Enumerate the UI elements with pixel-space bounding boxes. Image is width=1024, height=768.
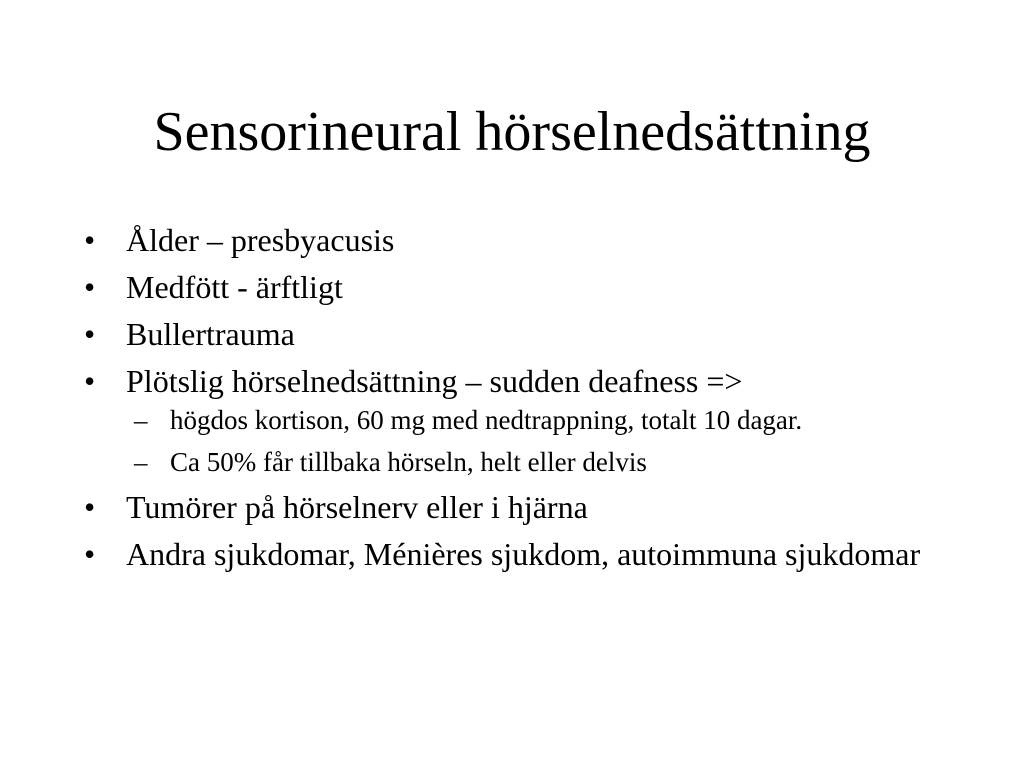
bullet-marker: • xyxy=(84,363,96,399)
list-item xyxy=(82,363,962,477)
list-item-text: Andra sjukdomar, Ménières sjukdom, autoimmuna sjukdomar xyxy=(126,536,921,572)
bullet-marker: • xyxy=(84,536,96,572)
sub-list-item-text: Ca 50% får tillbaka hörseln, helt eller delvis xyxy=(170,447,647,477)
list-item xyxy=(82,269,962,305)
list-item xyxy=(82,536,962,572)
bullet-marker: • xyxy=(84,316,96,352)
sub-list-item-text: högdos kortison, 60 mg med nedtrappning, totalt 10 dagar. xyxy=(170,405,803,435)
bullet-marker: • xyxy=(84,489,96,525)
list-item xyxy=(82,489,962,525)
dash-marker: – xyxy=(134,447,148,477)
list-item-text: Tumörer på hörselnerv eller i hjärna xyxy=(126,489,588,525)
list-item xyxy=(82,222,962,258)
bullet-marker: • xyxy=(84,222,96,258)
list-item-text: Medfött - ärftligt xyxy=(126,269,343,305)
dash-marker: – xyxy=(134,405,148,435)
list-item-text: Ålder – presbyacusis xyxy=(126,222,395,258)
list-item-text: Plötslig hörselnedsättning – sudden deafness => xyxy=(126,363,743,399)
bullet-marker: • xyxy=(84,269,96,305)
sub-list xyxy=(126,405,962,477)
slide-title: Sensorineural hörselnedsättning xyxy=(153,101,871,163)
bullet-list xyxy=(82,222,962,583)
list-item-text: Bullertrauma xyxy=(126,316,295,352)
list-item xyxy=(82,316,962,352)
sub-list-item xyxy=(126,447,962,477)
sub-list-item xyxy=(126,405,962,435)
